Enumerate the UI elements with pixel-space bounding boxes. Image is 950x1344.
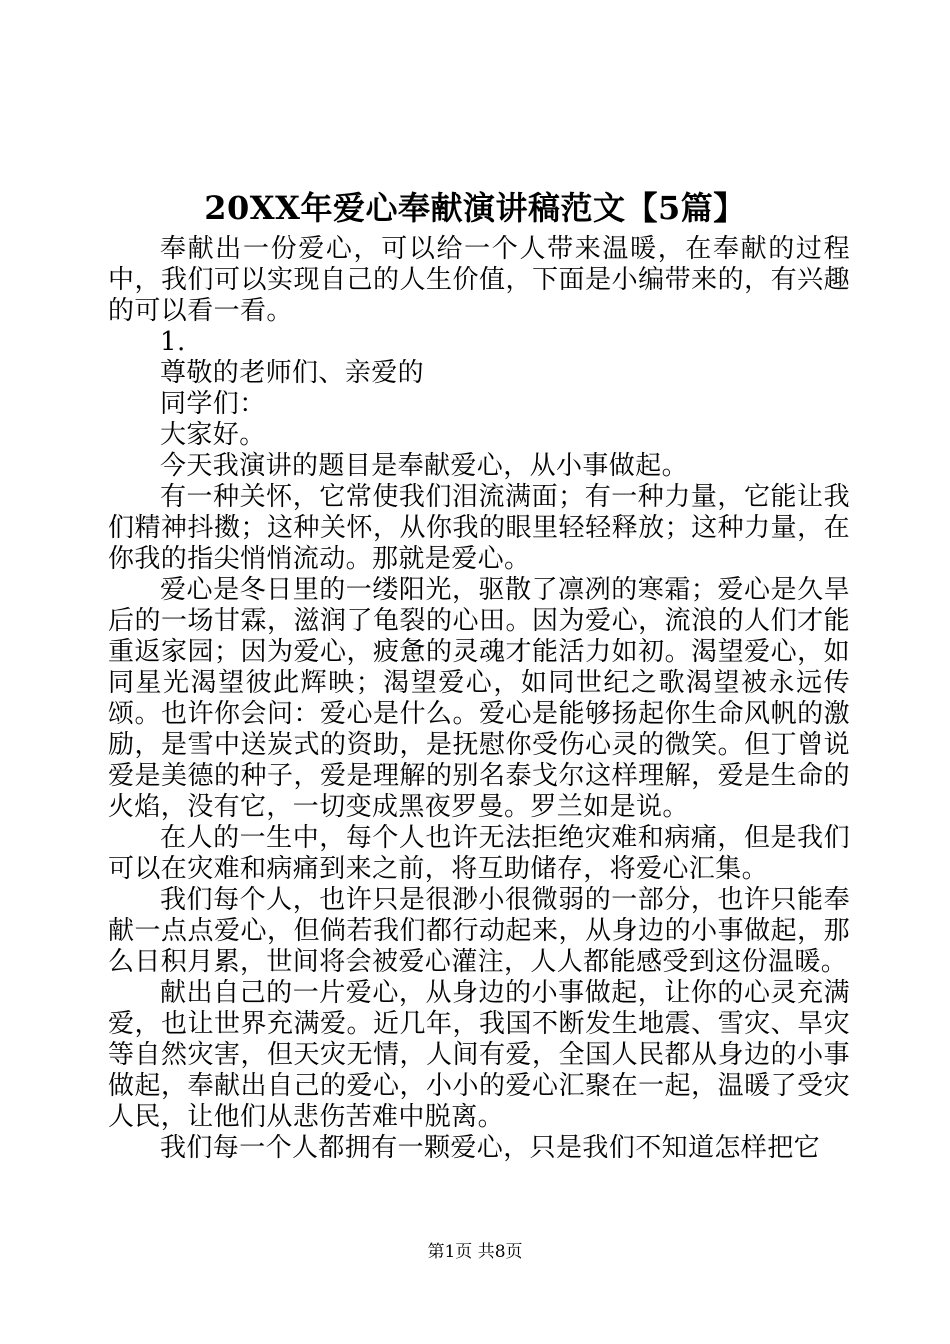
paragraph-salutation: 尊敬的老师们、亲爱的 bbox=[160, 358, 425, 388]
document-title: 20XX年爱心奉献演讲稿范文【5篇】 bbox=[204, 189, 746, 227]
paragraph: 献出自己的一片爱心，从身边的小事做起，让你的心灵充满爱，也让世界充满爱。近几年，我国不断发生地震、雪灾、旱灾等自然灾害，但天灾无情，人间有爱，全国人民都从身边的小事做起，奉献出自己的爱心，小小的爱心汇聚在一起，温暖了受灾人民，让他们从悲伤苦难中脱离。 bbox=[108, 978, 850, 1132]
paragraph: 爱心是冬日里的一缕阳光，驱散了凛冽的寒霜；爱心是久旱后的一场甘霖，滋润了龟裂的心田。因为爱心，流浪的人们才能重返家园；因为爱心，疲惫的灵魂才能活力如初。渴望爱心，如同星光渴望彼此辉映；渴望爱心，如同世纪之歌渴望被永远传颂。也许你会问：爱心是什么。爱心是能够扬起你生命风帆的激励，是雪中送炭式的资助，是抚慰你受伤心灵的微笑。但丁曾说爱是美德的种子，爱是理解的别名泰戈尔这样理解，爱是生命的火焰，没有它，一切变成黑夜罗曼。罗兰如是说。 bbox=[108, 575, 850, 822]
paragraph: 我们每一个人都拥有一颗爱心，只是我们不知道怎样把它 bbox=[160, 1133, 821, 1163]
paragraph: 有一种关怀，它常使我们泪流满面；有一种力量，它能让我们精神抖擞；这种关怀，从你我的眼里轻轻释放；这种力量，在你我的指尖悄悄流动。那就是爱心。 bbox=[108, 482, 850, 574]
document-body bbox=[108, 234, 850, 1164]
paragraph-intro: 奉献出一份爱心，可以给一个人带来温暖，在奉献的过程中，我们可以实现自己的人生价值，下面是小编带来的，有兴趣的可以看一看。 bbox=[108, 234, 850, 326]
paragraph-topic: 今天我演讲的题目是奉献爱心，从小事做起。 bbox=[160, 451, 689, 481]
paragraph-salutation-cont: 同学们： bbox=[160, 389, 266, 419]
paragraph-number: 1. bbox=[160, 327, 186, 357]
paragraph: 我们每个人，也许只是很渺小很微弱的一部分，也许只能奉献一点点爱心，但倘若我们都行动起来，从身边的小事做起，那么日积月累，世间将会被爱心灌注，人人都能感受到这份温暖。 bbox=[108, 885, 850, 977]
paragraph-greeting: 大家好。 bbox=[160, 420, 266, 450]
page-footer: 第1页 共8页 bbox=[427, 1242, 523, 1262]
paragraph: 在人的一生中，每个人也许无法拒绝灾难和病痛，但是我们可以在灾难和病痛到来之前，将互助储存，将爱心汇集。 bbox=[108, 823, 850, 884]
